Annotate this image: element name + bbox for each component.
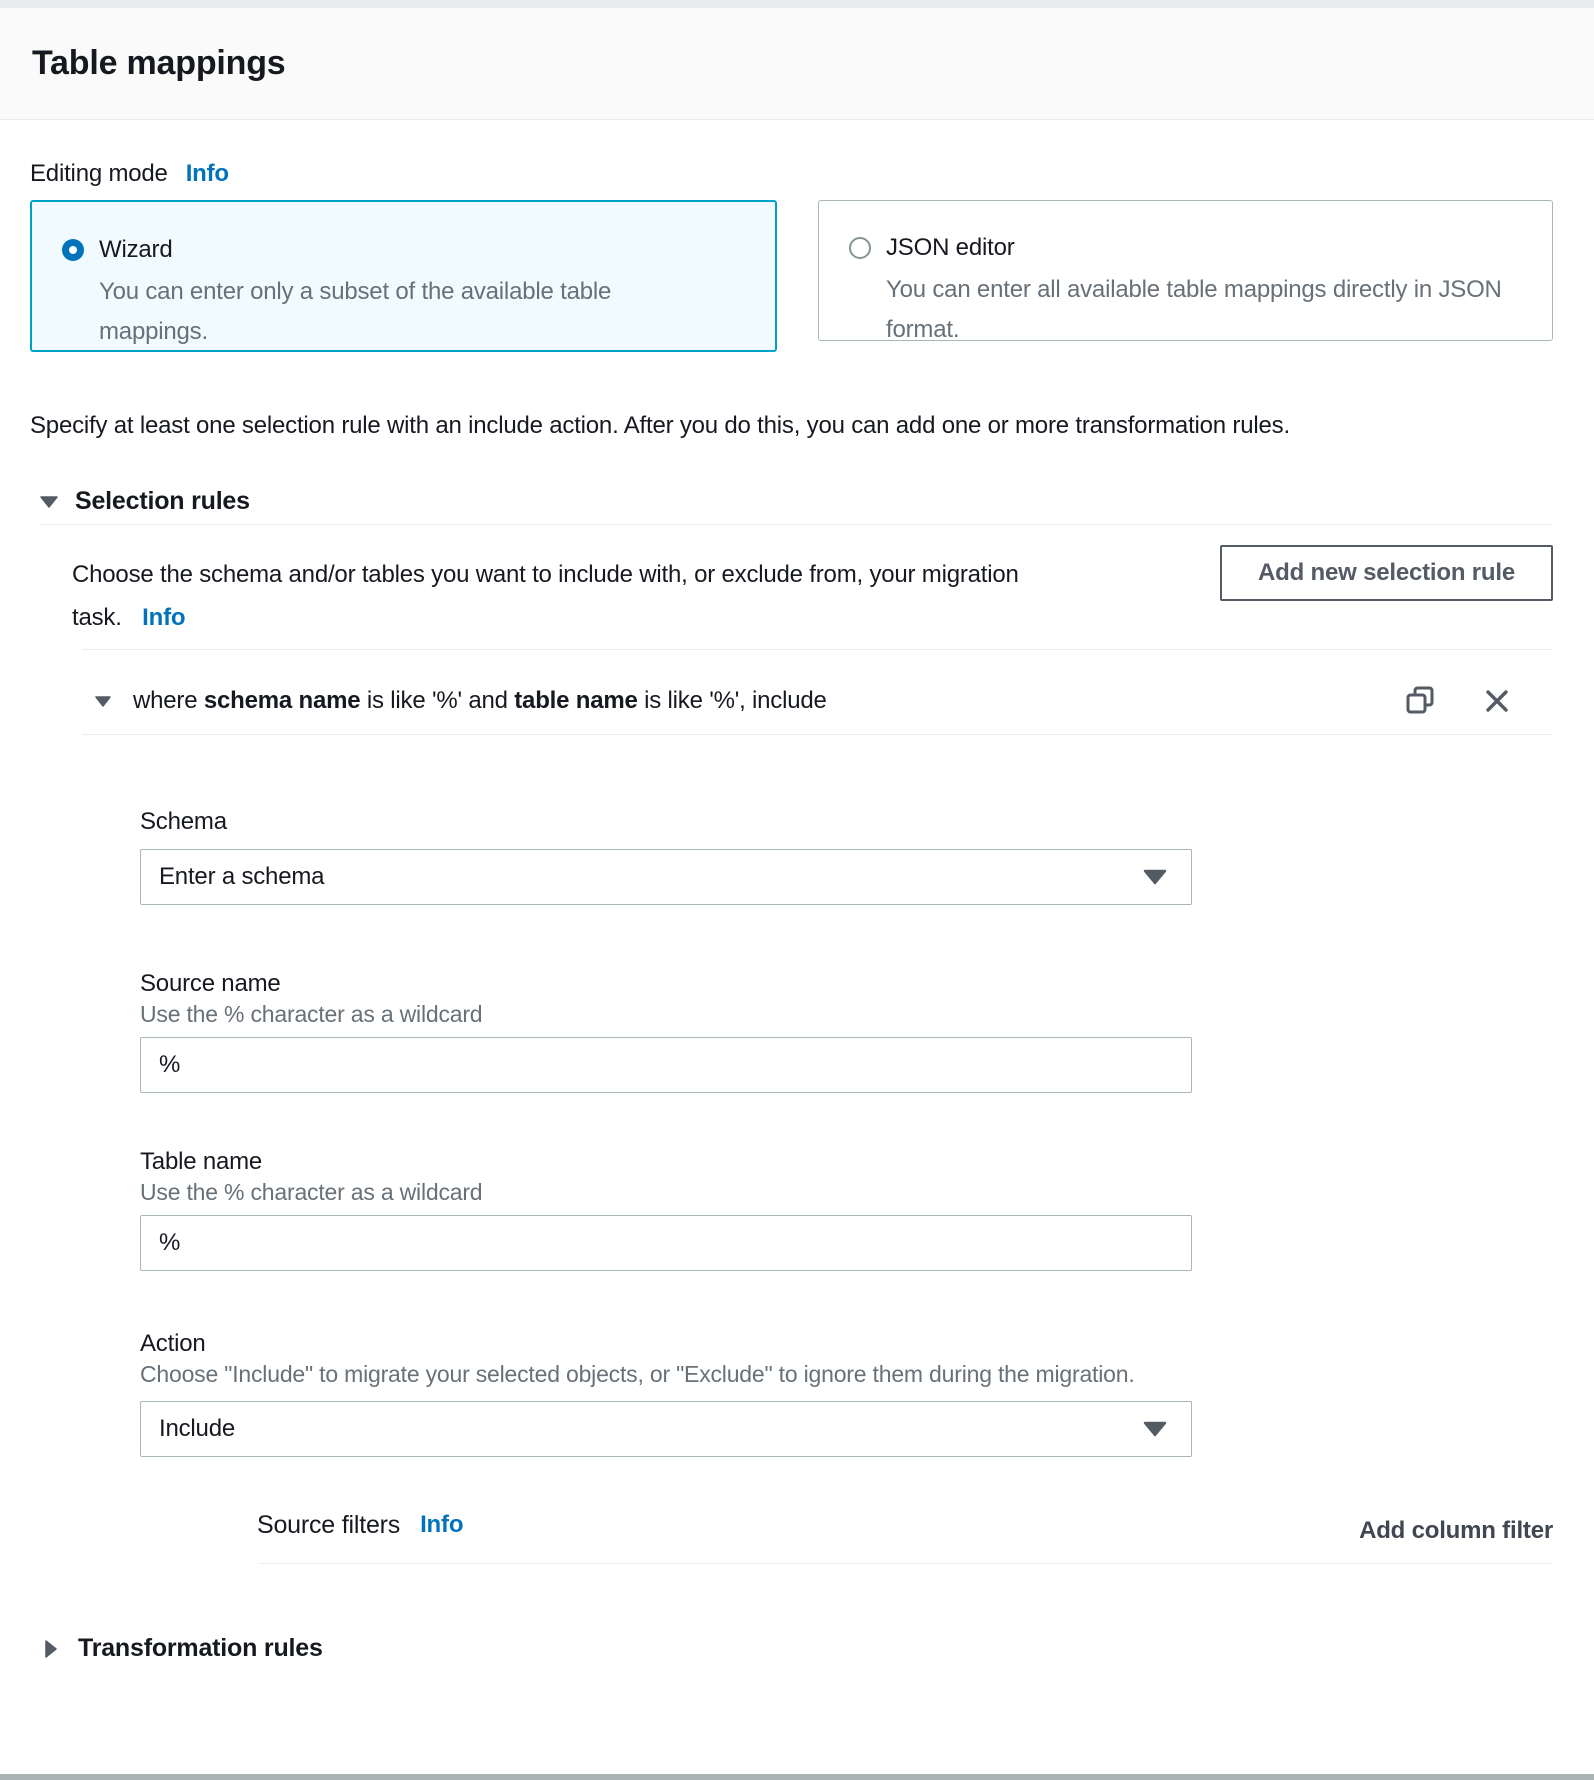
selection-rules-toolbar	[72, 545, 1553, 639]
schema-select-value: Enter a schema	[159, 863, 325, 890]
divider	[259, 1563, 1553, 1564]
table-name-label: Table name	[140, 1148, 263, 1175]
action-helper: Choose "Include" to migrate your selected objects, or "Exclude" to ignore them during the migration.	[140, 1361, 1135, 1387]
selection-rules-header[interactable]	[40, 487, 1553, 516]
select-caret-icon	[1143, 869, 1167, 885]
json-editor-option-description: You can enter all available table mappings directly in JSON format.	[886, 276, 1502, 343]
rule-summary-text: where schema name is like '%' and table name is like '%', include	[133, 687, 827, 714]
editing-mode-options	[30, 200, 1553, 352]
expand-open-icon	[95, 696, 111, 707]
action-select[interactable]	[140, 1401, 1192, 1457]
close-icon	[1481, 685, 1513, 717]
duplicate-rule-button[interactable]	[1403, 684, 1437, 718]
radio-card-json-editor[interactable]	[818, 200, 1553, 341]
table-name-helper: Use the % character as a wildcard	[140, 1179, 483, 1205]
copy-icon	[1403, 684, 1437, 718]
intro-text: Specify at least one selection rule with an include action. After you do this, you can add one or more transformation rules.	[30, 412, 1290, 439]
table-name-input[interactable]	[140, 1215, 1192, 1271]
editing-mode-label: Editing mode	[30, 160, 168, 187]
source-name-input[interactable]	[140, 1037, 1192, 1093]
selection-rules-info-link[interactable]: Info	[142, 604, 186, 631]
rule-summary-row	[72, 684, 1553, 718]
source-filters-info-link[interactable]: Info	[420, 1511, 464, 1538]
divider	[40, 524, 1553, 525]
expand-closed-icon	[45, 1640, 57, 1658]
source-name-label: Source name	[140, 970, 281, 997]
add-selection-rule-button[interactable]: Add new selection rule	[1220, 545, 1553, 601]
editing-mode-row	[30, 160, 1553, 188]
panel-header	[0, 8, 1594, 120]
source-filters-row	[257, 1511, 1553, 1545]
schema-select[interactable]	[140, 849, 1192, 905]
select-caret-icon	[1143, 1421, 1167, 1437]
selection-rules-title: Selection rules	[75, 487, 250, 515]
selection-rules-description-text: Choose the schema and/or tables you want to include with, or exclude from, your migration task.	[72, 561, 1019, 631]
selection-rules-description	[72, 545, 1072, 639]
json-editor-option-label: JSON editor	[886, 234, 1015, 261]
schema-label: Schema	[140, 808, 227, 835]
transformation-rules-title: Transformation rules	[78, 1634, 323, 1662]
selection-rules-section	[72, 545, 1553, 1564]
expand-open-icon	[40, 496, 58, 508]
radio-card-wizard[interactable]	[30, 200, 777, 352]
action-select-value: Include	[159, 1415, 235, 1442]
remove-rule-button[interactable]	[1481, 685, 1513, 717]
wizard-option-label: Wizard	[99, 236, 173, 263]
source-name-helper: Use the % character as a wildcard	[140, 1001, 483, 1027]
radio-unselected-icon[interactable]	[849, 237, 871, 259]
editing-mode-info-link[interactable]: Info	[185, 160, 229, 187]
wizard-option-description: You can enter only a subset of the available table mappings.	[99, 278, 612, 345]
rule-form	[140, 735, 1192, 1457]
panel-body	[0, 160, 1594, 1663]
action-label: Action	[140, 1330, 206, 1357]
source-filters-block	[257, 1511, 1553, 1564]
transformation-rules-header[interactable]	[45, 1634, 1553, 1663]
page-background-strip	[0, 0, 1594, 8]
wizard-radio-row	[62, 236, 751, 264]
page-title: Table mappings	[32, 44, 286, 82]
radio-selected-icon[interactable]	[62, 239, 84, 261]
next-panel-edge	[0, 1774, 1594, 1780]
rule-expand-toggle[interactable]	[95, 696, 111, 707]
source-filters-label: Source filters	[257, 1511, 401, 1539]
json-editor-radio-row	[849, 234, 1528, 262]
divider	[82, 649, 1553, 650]
add-column-filter-button[interactable]: Add column filter	[1359, 1517, 1553, 1544]
